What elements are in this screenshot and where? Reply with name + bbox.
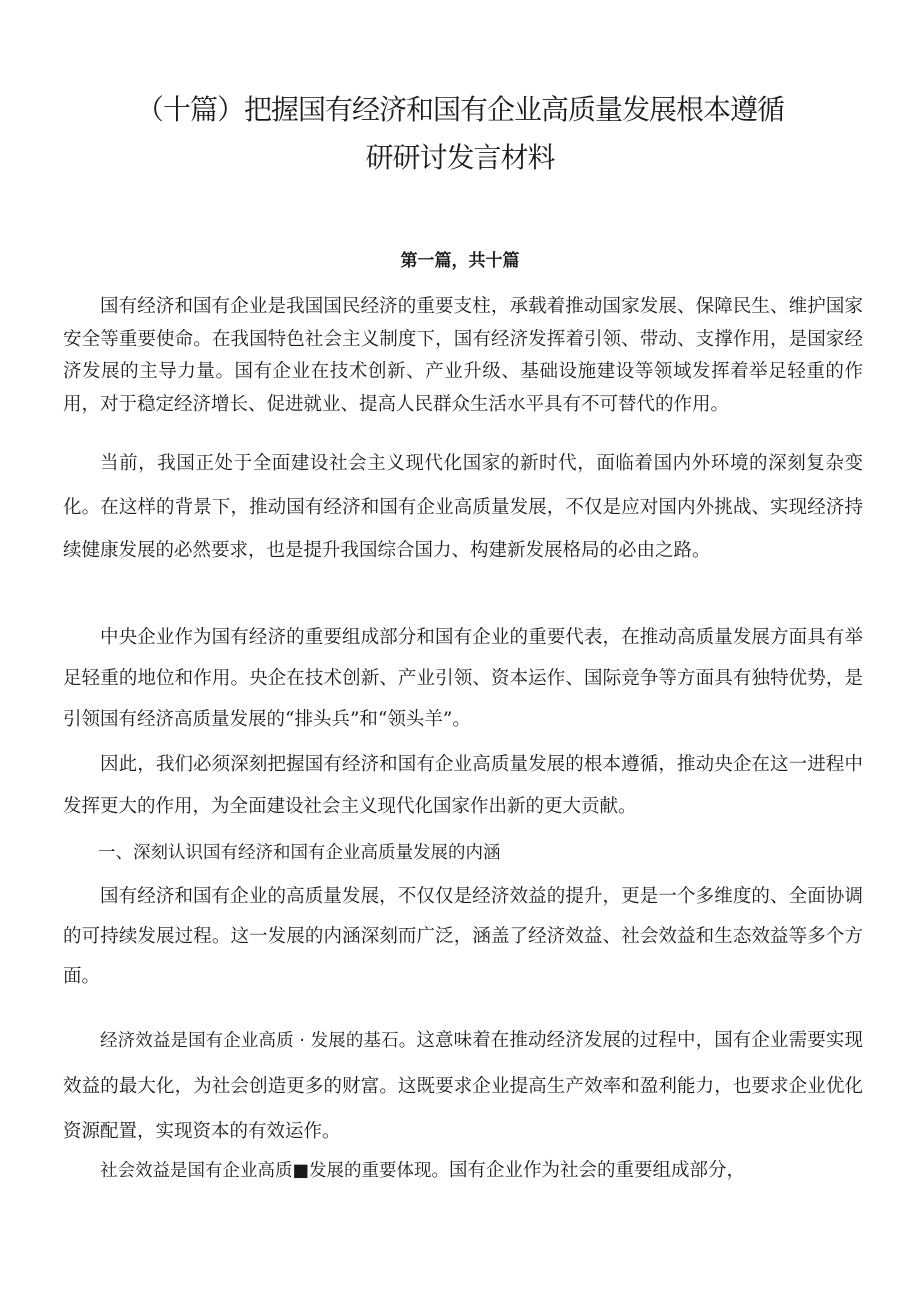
section-paragraph: 国有经济和国有企业的高质量发展，不仅仅是经济效益的提升，更是一个多维度的、全面协调的可持续发展过程。这一发展的内涵深刻而广泛，涵盖了经济效益、社会效益和生态效益等多个方面。 [63, 886, 863, 987]
social-benefit-paragraph [63, 1151, 863, 1191]
social-benefit-body: 国有企业作为社会的重要组成部分， [449, 1160, 746, 1181]
document-title-line-1: （十篇）把握国有经济和国有企业高质量发展根本遵循 [135, 93, 784, 126]
social-benefit-lead: 社会效益是国有企业高质■发展的重要体现。 [100, 1161, 450, 1181]
part-subheading: 第一篇，共十篇 [400, 251, 520, 271]
document-title-line-2: 研研讨发言材料 [365, 141, 555, 174]
section-heading-1: 一、深刻认识国有经济和国有企业高质量发展的内涵 [98, 843, 501, 863]
economic-benefit-body: 这意味着在推动经济发展的过程中，国有企业需要实现效益的最大化，为社会创造更多的财富。这既要求企业提高生产效率和盈利能力，也要求企业优化资源配置，实现资本的有效运作。 [63, 1030, 863, 1142]
economic-benefit-lead: 经济效益是国有企业高质 · 发展的基石。 [100, 1031, 417, 1051]
paragraph-1: 国有经济和国有企业是我国国民经济的重要支柱，承载着推动国家发展、保障民生、维护国家安全等重要使命。在我国特色社会主义制度下，国有经济发挥着引领、带动、支撑作用，是国家经济发展的主导力量。国有企业在技术创新、产业升级、基础设施建设等领域发挥着举足轻重的作用，对于稳定经济增长、促进就业、提高人民群众生活水平具有不可替代的作用。 [63, 296, 863, 415]
paragraph-3: 中央企业作为国有经济的重要组成部分和国有企业的重要代表，在推动高质量发展方面具有举足轻重的地位和作用。央企在技术创新、产业引领、资本运作、国际竞争等方面具有独特优势，是引领国有经济高质量发展的“排头兵”和“领头羊”。 [63, 627, 863, 730]
paragraph-4: 因此，我们必须深刻把握国有经济和国有企业高质量发展的根本遵循，推动央企在这一进程中发挥更大的作用，为全面建设社会主义现代化国家作出新的更大贡献。 [63, 754, 863, 817]
economic-benefit-paragraph [63, 1018, 863, 1154]
paragraph-2: 当前，我国正处于全面建设社会主义现代化国家的新时代，面临着国内外环境的深刻复杂变化。在这样的背景下，推动国有经济和国有企业高质量发展，不仅是应对国内外挑战、实现经济持续健康发展的必然要求，也是提升我国综合国力、构建新发展格局的必由之路。 [63, 453, 863, 561]
